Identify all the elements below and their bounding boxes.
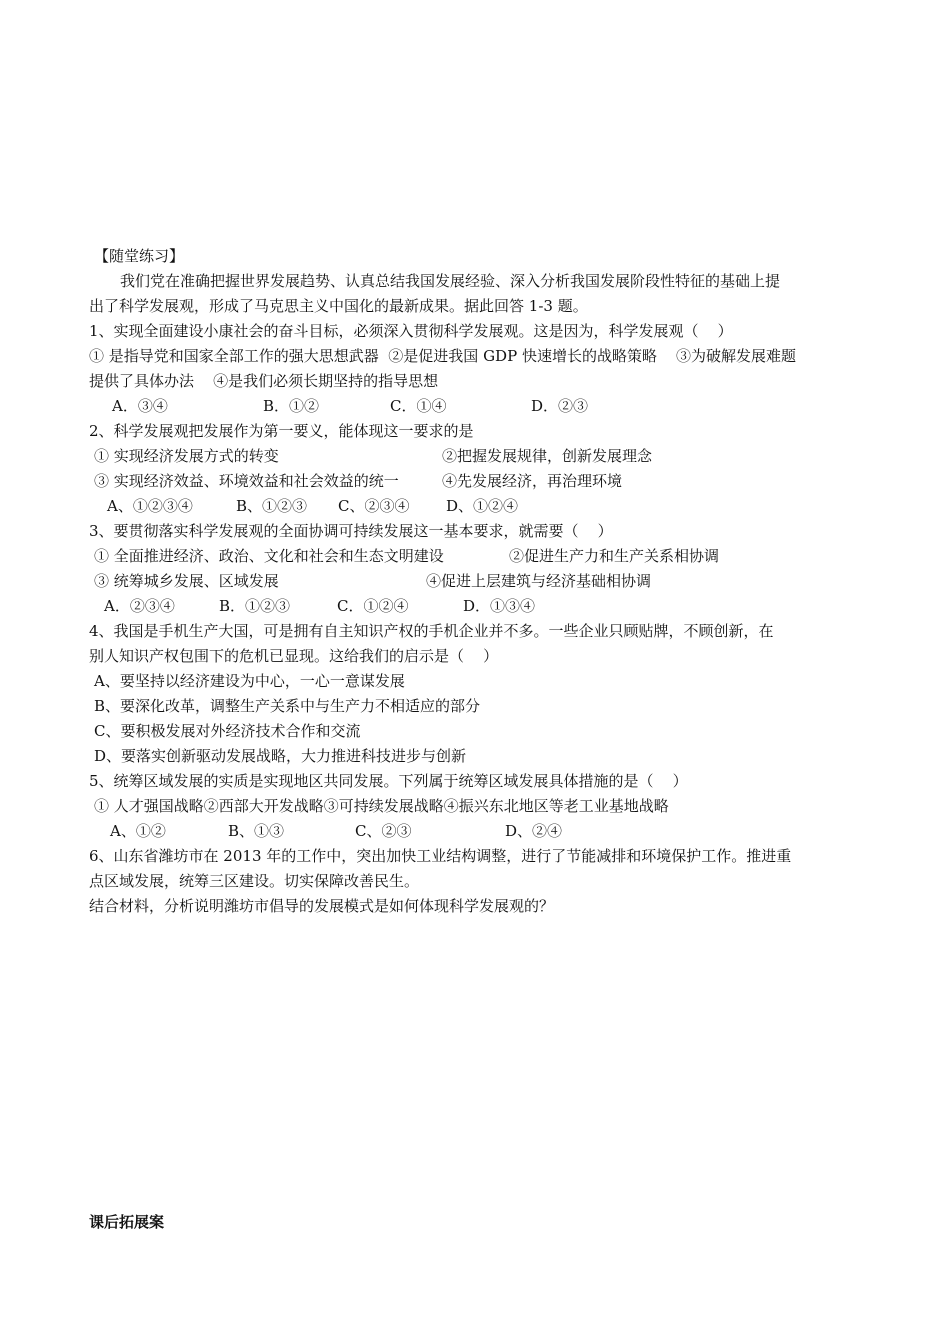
q1-stem: 1、实现全面建设小康社会的奋斗目标，必须深入贯彻科学发展观。这是因为，科学发展观（ ） <box>89 322 733 340</box>
q6-stem-line-2: 点区域发展，统筹三区建设。切实保障改善民生。 <box>89 872 420 890</box>
q5-option-a: A、①② <box>110 822 166 840</box>
q5-option-c: C、②③ <box>355 822 412 840</box>
q3-item-3: ③ 统筹城乡发展、区域发展 <box>94 572 279 590</box>
q1-option-c: C．①④ <box>390 397 447 415</box>
q6-stem-line-1: 6、山东省潍坊市在 2013 年的工作中，突出加快工业结构调整，进行了节能减排和环境保护工作。推进重 <box>89 847 792 865</box>
q3-item-4: ④促进上层建筑与经济基础相协调 <box>426 572 652 590</box>
q3-option-d: D．①③④ <box>463 597 536 615</box>
q1-option-a: A．③④ <box>112 397 168 415</box>
q4-option-a: A、要坚持以经济建设为中心，一心一意谋发展 <box>94 672 405 690</box>
q2-item-3: ③ 实现经济效益、环境效益和社会效益的统一 <box>94 472 399 490</box>
q4-option-c: C、要积极发展对外经济技术合作和交流 <box>94 722 361 740</box>
q1-option-b: B．①② <box>263 397 320 415</box>
q2-option-b: B、①②③ <box>236 497 308 515</box>
q1-items-line-1: ① 是指导党和国家全部工作的强大思想武器 ②是促进我国 GDP 快速增长的战略策略 ③为破解发展难题 <box>89 347 797 365</box>
section-title: 【随堂练习】 <box>94 247 185 265</box>
q2-option-c: C、②③④ <box>338 497 410 515</box>
q4-stem-line-2: 别人知识产权包围下的危机已显现。这给我们的启示是（ ） <box>89 647 499 665</box>
q2-stem: 2、科学发展观把发展作为第一要义，能体现这一要求的是 <box>89 422 474 440</box>
q2-option-d: D、①②④ <box>446 497 519 515</box>
q3-stem: 3、要贯彻落实科学发展观的全面协调可持续发展这一基本要求，就需要（ ） <box>89 522 613 540</box>
q2-option-a: A、①②③④ <box>107 497 193 515</box>
q3-option-a: A．②③④ <box>104 597 175 615</box>
q1-option-d: D．②③ <box>531 397 589 415</box>
intro-line-2: 出了科学发展观，形成了马克思主义中国化的最新成果。据此回答 1-3 题。 <box>89 297 588 315</box>
q5-stem: 5、统筹区域发展的实质是实现地区共同发展。下列属于统筹区域发展具体措施的是（ ） <box>89 772 688 790</box>
q4-option-b: B、要深化改革，调整生产关系中与生产力不相适应的部分 <box>94 697 481 715</box>
footer-section-title: 课后拓展案 <box>89 1213 165 1231</box>
q2-item-4: ④先发展经济，再治理环境 <box>442 472 623 490</box>
intro-line-1: 我们党在准确把握世界发展趋势、认真总结我国发展经验、深入分析我国发展阶段性特征的基础上提 <box>120 272 781 290</box>
q3-item-1: ① 全面推进经济、政治、文化和社会和生态文明建设 <box>94 547 444 565</box>
q6-question: 结合材料，分析说明潍坊市倡导的发展模式是如何体现科学发展观的？ <box>89 897 555 915</box>
q3-option-c: C．①②④ <box>337 597 409 615</box>
q4-stem-line-1: 4、我国是手机生产大国，可是拥有自主知识产权的手机企业并不多。一些企业只顾贴牌，不顾创新，在 <box>89 622 774 640</box>
q5-option-d: D、②④ <box>505 822 563 840</box>
q4-option-d: D、要落实创新驱动发展战略，大力推进科技进步与创新 <box>94 747 467 765</box>
q2-item-2: ②把握发展规律，创新发展理念 <box>442 447 653 465</box>
q5-option-b: B、①③ <box>228 822 285 840</box>
q3-item-2: ②促进生产力和生产关系相协调 <box>509 547 720 565</box>
q3-option-b: B．①②③ <box>219 597 291 615</box>
q2-item-1: ① 实现经济发展方式的转变 <box>94 447 279 465</box>
q5-items: ① 人才强国战略②西部大开发战略③可持续发展战略④振兴东北地区等老工业基地战略 <box>94 797 669 815</box>
q1-items-line-2: 提供了具体办法 ④是我们必须长期坚持的指导思想 <box>89 372 439 390</box>
